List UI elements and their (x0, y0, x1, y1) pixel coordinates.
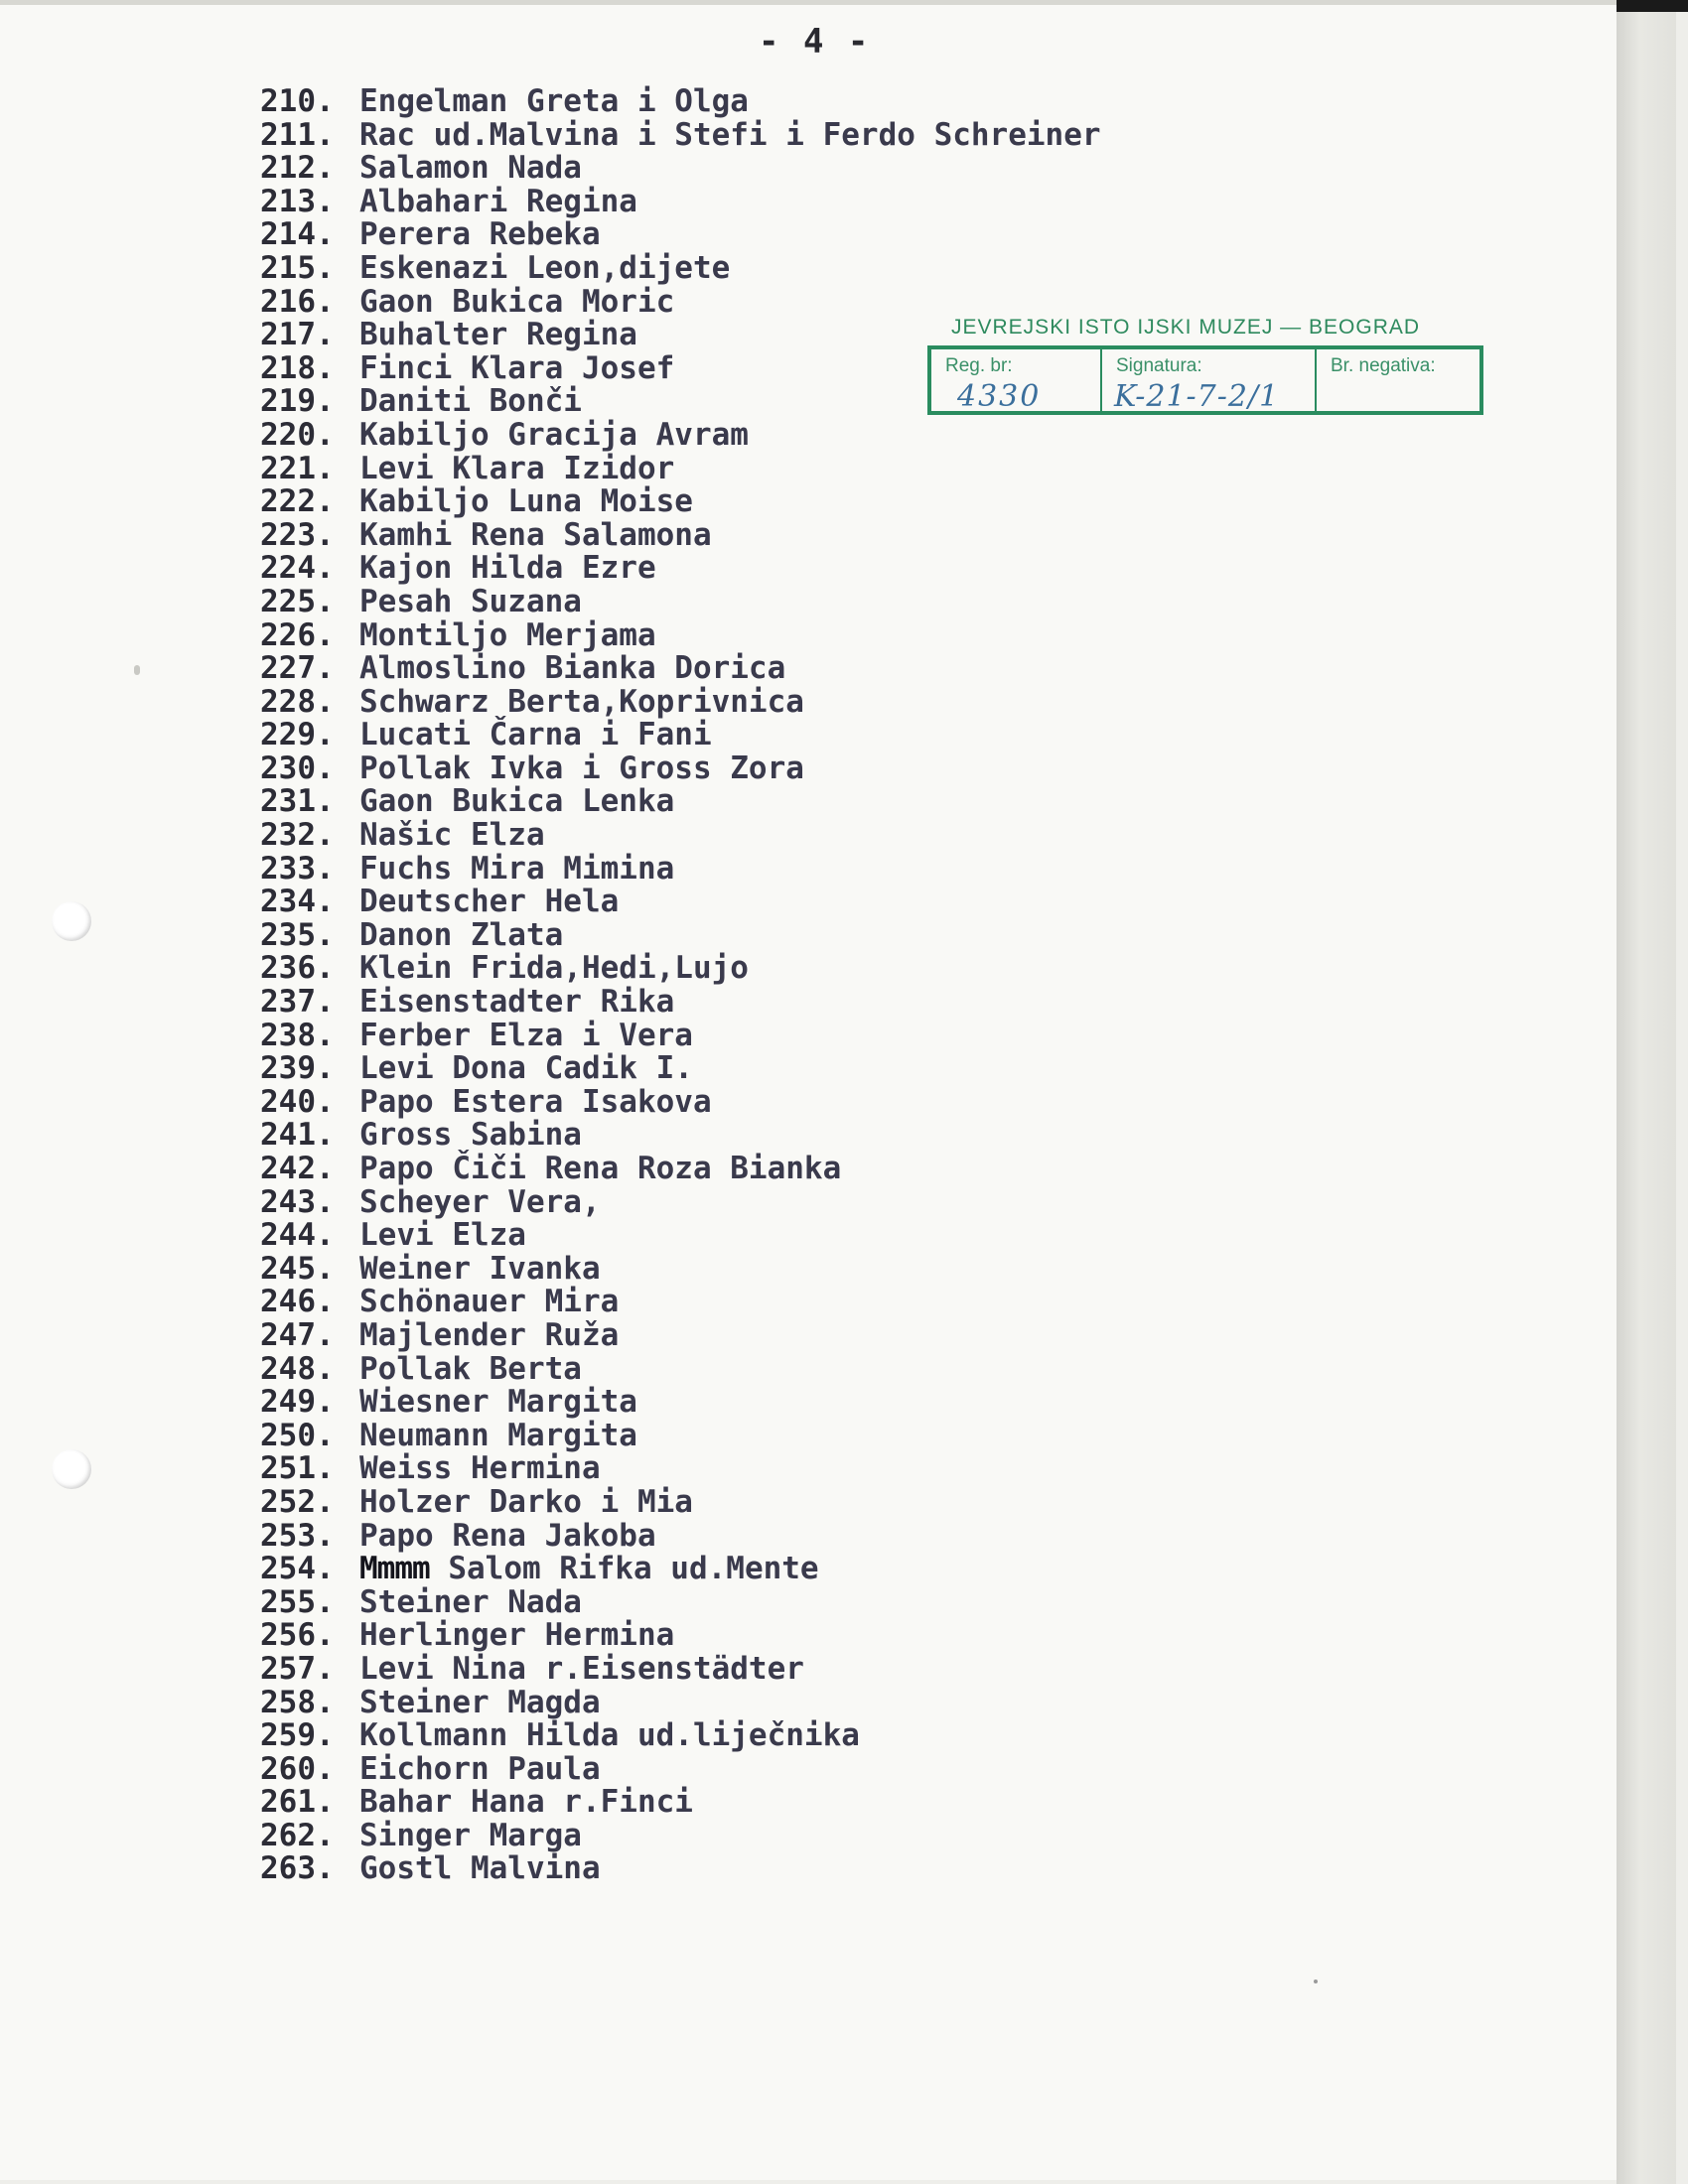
entry-number: 236. (260, 950, 335, 987)
list-item (260, 249, 1101, 286)
stamp-signatura-value: K-21-7-2/1 (1114, 379, 1280, 414)
entry-name: Ferber Elza i Vera (359, 1017, 693, 1053)
stamp-negativa-label: Br. negativa: (1331, 355, 1436, 376)
entry-name: Finci Klara Josef (359, 349, 675, 386)
stamp-reg-label: Reg. br: (945, 355, 1013, 376)
list-item (260, 1452, 1101, 1486)
list-item (260, 1619, 1101, 1653)
entry-name: Gostl Malvina (359, 1850, 601, 1887)
list-item (260, 1719, 1101, 1753)
entry-number: 213. (260, 183, 335, 219)
entry-number: 239. (260, 1050, 335, 1087)
entry-number: 250. (260, 1417, 335, 1453)
entry-name: Rac ud.Malvina i Stefi i Ferdo Schreiner (359, 116, 1101, 153)
entry-name: Eichorn Paula (359, 1750, 601, 1787)
entry-number: 223. (260, 516, 335, 553)
list-item (260, 1417, 1101, 1453)
entry-name: Neumann Margita (359, 1417, 637, 1453)
entry-name: Pesah Suzana (359, 583, 582, 619)
list-item (260, 952, 1101, 986)
entry-name: Kabiljo Luna Moise (359, 483, 693, 520)
list-item (260, 85, 1101, 119)
list-item (260, 819, 1101, 853)
entry-name: Scheyer Vera, (359, 1183, 601, 1220)
scan-speck (134, 665, 140, 675)
list-item (260, 886, 1101, 919)
stamp-signatura-cell (1102, 349, 1317, 414)
list-item (260, 785, 1101, 819)
entry-number: 232. (260, 817, 335, 854)
list-item (260, 1750, 1101, 1787)
list-item (260, 485, 1101, 519)
stamp-title: JEVREJSKI ISTO IJSKI MUZEJ — BEOGRAD (951, 316, 1421, 339)
entry-name: Kollmann Hilda ud.liječnika (359, 1717, 860, 1754)
stamp-box (927, 345, 1483, 415)
page-number: - 4 - (759, 22, 871, 62)
list-item (260, 516, 1101, 553)
entry-number: 230. (260, 750, 335, 786)
entry-number: 252. (260, 1483, 335, 1520)
entry-name: Daniti Bonči (359, 383, 582, 420)
entry-name: Schönauer Mira (359, 1284, 620, 1320)
list-item (260, 1083, 1101, 1120)
list-item (260, 616, 1101, 653)
entry-name: Gaon Bukica Moric (359, 283, 675, 320)
entry-number: 212. (260, 150, 335, 187)
entry-name-text: Salom Rifka ud.Mente (448, 1551, 819, 1587)
list-item (260, 1052, 1101, 1086)
entry-name: Singer Marga (359, 1817, 582, 1853)
entry-name: Wiesner Margita (359, 1384, 637, 1421)
scan-speck (1314, 1979, 1318, 1983)
entry-number: 231. (260, 783, 335, 820)
entry-name: Majlender Ruža (359, 1316, 620, 1353)
entry-name: Pollak Ivka i Gross Zora (359, 750, 804, 786)
entry-name: Lucati Čarna i Fani (359, 717, 712, 753)
struck-out-text: Mmmm (359, 1551, 430, 1587)
entry-number: 214. (260, 216, 335, 253)
entry-number: 253. (260, 1517, 335, 1554)
entry-number: 248. (260, 1350, 335, 1387)
entry-name: Buhalter Regina (359, 317, 637, 353)
entry-number: 256. (260, 1617, 335, 1654)
entry-number: 255. (260, 1583, 335, 1620)
entry-name: Levi Nina r.Eisenstädter (359, 1650, 804, 1687)
list-item (260, 218, 1101, 252)
list-item (260, 752, 1101, 786)
stamp-signatura-label: Signatura: (1116, 355, 1202, 376)
list-item (260, 1286, 1101, 1319)
entry-name: Danon Zlata (359, 916, 564, 953)
list-item (260, 152, 1101, 186)
entry-number: 244. (260, 1217, 335, 1254)
entry-name: Perera Rebeka (359, 216, 601, 253)
entry-number: 247. (260, 1316, 335, 1353)
entry-name: Našic Elza (359, 817, 545, 854)
list-item (260, 116, 1101, 153)
entry-number: 241. (260, 1117, 335, 1154)
entry-number: 225. (260, 583, 335, 619)
entry-number: 218. (260, 349, 335, 386)
entry-number: 257. (260, 1650, 335, 1687)
entry-number: 226. (260, 616, 335, 653)
entry-number: 210. (260, 83, 335, 119)
list-item (260, 183, 1101, 219)
entry-number: 233. (260, 850, 335, 887)
list-item (260, 1817, 1101, 1853)
list-item (260, 719, 1101, 752)
entry-name: Gross Sabina (359, 1117, 582, 1154)
stamp-negativa-cell (1317, 349, 1479, 411)
entry-number: 263. (260, 1850, 335, 1887)
entry-number: 222. (260, 483, 335, 520)
list-item (260, 1250, 1101, 1287)
list-item (260, 1316, 1101, 1353)
entry-number: 224. (260, 550, 335, 587)
list-item (260, 986, 1101, 1020)
list-item (260, 1219, 1101, 1253)
entry-number: 220. (260, 416, 335, 453)
list-item (260, 1483, 1101, 1520)
entry-name: Kamhi Rena Salamona (359, 516, 712, 553)
scan-corner-bar (1617, 0, 1688, 12)
entry-name: Engelman Greta i Olga (359, 83, 749, 119)
entry-number: 243. (260, 1183, 335, 1220)
list-item (260, 1786, 1101, 1820)
list-item (260, 850, 1101, 887)
list-item (260, 552, 1101, 586)
entry-number: 260. (260, 1750, 335, 1787)
entry-name: Almoslino Bianka Dorica (359, 650, 786, 687)
entry-number: 217. (260, 317, 335, 353)
list-item (260, 1183, 1101, 1220)
list-item (260, 1386, 1101, 1420)
list-item (260, 916, 1101, 953)
entry-name: Kabiljo Gracija Avram (359, 416, 749, 453)
entry-number: 240. (260, 1083, 335, 1120)
entry-number: 259. (260, 1717, 335, 1754)
stamp-reg-value: 4330 (957, 379, 1042, 414)
entry-name: Klein Frida,Hedi,Lujo (359, 950, 749, 987)
entry-number: 246. (260, 1284, 335, 1320)
stamp-reg-cell (931, 349, 1102, 414)
punch-hole (52, 901, 91, 941)
entry-name: Levi Elza (359, 1217, 526, 1254)
entry-name: Levi Klara Izidor (359, 450, 675, 486)
entry-name: Eskenazi Leon,dijete (359, 249, 731, 286)
entry-number: 228. (260, 683, 335, 720)
entry-number: 227. (260, 650, 335, 687)
entry-name: Pollak Berta (359, 1350, 582, 1387)
museum-stamp (927, 316, 1483, 415)
entry-name: Papo Estera Isakova (359, 1083, 712, 1120)
entry-number: 215. (260, 249, 335, 286)
list-item (260, 1017, 1101, 1053)
list-item (260, 652, 1101, 686)
scan-right-edge (1617, 0, 1676, 2184)
list-item (260, 1583, 1101, 1620)
entry-name: Bahar Hana r.Finci (359, 1784, 693, 1821)
punch-hole (52, 1449, 91, 1489)
entry-name: Salamon Nada (359, 150, 582, 187)
entry-number: 219. (260, 383, 335, 420)
list-item (260, 450, 1101, 486)
entry-name: Deutscher Hela (359, 884, 620, 920)
entry-name: Holzer Darko i Mia (359, 1483, 693, 1520)
entry-name: Steiner Magda (359, 1684, 601, 1720)
list-item (260, 1350, 1101, 1387)
entry-name: Papo Čiči Rena Roza Bianka (359, 1151, 842, 1186)
list-item (260, 683, 1101, 720)
entry-name: Weiss Hermina (359, 1450, 601, 1487)
list-item (260, 416, 1101, 453)
entry-name: Gaon Bukica Lenka (359, 783, 675, 820)
entry-number: 245. (260, 1250, 335, 1287)
entry-name: Kajon Hilda Ezre (359, 550, 656, 587)
entry-number: 211. (260, 116, 335, 153)
entry-name: Papo Rena Jakoba (359, 1517, 656, 1554)
list-item (260, 1650, 1101, 1687)
entry-number: 235. (260, 916, 335, 953)
scan-top-edge (0, 0, 1617, 5)
entry-name: Levi Dona Cadik I. (359, 1050, 693, 1087)
list-item (260, 1852, 1101, 1886)
entry-number: 262. (260, 1817, 335, 1853)
list-item (260, 1119, 1101, 1153)
list-item (260, 1153, 1101, 1186)
entry-name: Fuchs Mira Mimina (359, 850, 675, 887)
entry-name: Montiljo Merjama (359, 616, 656, 653)
entry-name: Herlinger Hermina (359, 1617, 675, 1654)
entry-number: 242. (260, 1151, 335, 1186)
entry-name: Schwarz Berta,Koprivnica (359, 683, 804, 720)
entry-number: 237. (260, 984, 335, 1021)
entry-number: 251. (260, 1450, 335, 1487)
entry-name: Albahari Regina (359, 183, 637, 219)
list-item (260, 1517, 1101, 1554)
list-item (260, 283, 1101, 320)
list-item (260, 583, 1101, 619)
entry-number: 216. (260, 283, 335, 320)
entry-number: 238. (260, 1017, 335, 1053)
entry-name: Weiner Ivanka (359, 1250, 601, 1287)
entry-number: 258. (260, 1684, 335, 1720)
entry-number: 249. (260, 1384, 335, 1421)
entry-number: 234. (260, 884, 335, 920)
entry-number: 254. (260, 1551, 335, 1587)
entry-name (359, 1553, 819, 1586)
entry-number: 261. (260, 1784, 335, 1821)
list-item (260, 1684, 1101, 1720)
entry-number: 221. (260, 450, 335, 486)
list-item (260, 1553, 1101, 1586)
entry-name: Eisenstadter Rika (359, 984, 675, 1021)
entry-number: 229. (260, 717, 335, 753)
entry-name: Steiner Nada (359, 1583, 582, 1620)
